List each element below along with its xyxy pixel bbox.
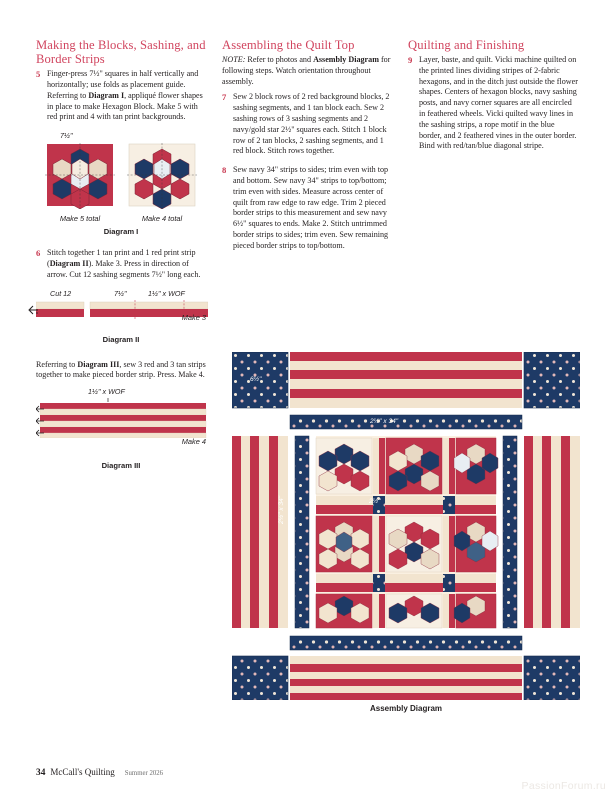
label-side-border-strip: 2½" x 34" xyxy=(278,495,285,524)
diagram-one-size-label: 7½" xyxy=(60,131,73,141)
left-pieced-border xyxy=(232,436,288,628)
press-arrow-icon xyxy=(27,302,39,318)
top-border-row xyxy=(232,352,580,408)
step-number: 9 xyxy=(408,55,413,66)
sashing-row-2 xyxy=(316,574,496,592)
sashing-post xyxy=(443,496,455,514)
hexagon-block-red xyxy=(45,143,115,223)
step-text: Sew navy 34" strips to sides; trim even with top and bottom. Sew navy 34" strips to top/bottom; trim even with sides. Measure across center of quilt from raw edge to raw edge. Trim 2 pieced border strips to this measurement and sew navy 6½" squares to ends. Make 2. Stitch untrimmed border strips to sides; trim even. Sew remaining pieced border strips to top/bottom. xyxy=(233,165,389,250)
inner-border-bottom xyxy=(290,636,522,650)
sashing-post xyxy=(443,574,455,592)
step-number: 5 xyxy=(36,69,41,80)
column-making-blocks xyxy=(36,38,206,470)
diagram-one-caption: Diagram I xyxy=(103,227,139,237)
step-7 xyxy=(222,92,392,157)
make-label-red: Make 5 total xyxy=(59,214,101,224)
footer-magazine-title: McCall's Quilting xyxy=(50,767,115,777)
block-row-3 xyxy=(316,594,496,628)
inner-border-top xyxy=(290,415,522,429)
right-pieced-border xyxy=(524,436,580,628)
sashing-row-1 xyxy=(316,496,496,514)
hexagon-block-tan xyxy=(127,143,197,223)
section-heading-quilting: Quilting and Finishing xyxy=(408,38,525,52)
step-text: Finger-press 7½" squares in half vertically and horizontally; use folds as placement guide. Referring to Diagram I, appliqué flower shapes in place to make Hexagon Block. Make 5 with red print and 4 with tan print backgrounds. xyxy=(47,69,203,122)
step-8 xyxy=(222,165,392,251)
page-footer xyxy=(36,767,163,778)
inner-border-right xyxy=(503,436,517,628)
step-text: Stitch together 1 tan print and 1 red print strip (Diagram II). Make 3. Press in direction of arrow. Cut 12 sashing segments 7½" long each. xyxy=(47,248,201,279)
diagram-three-caption: Diagram III xyxy=(101,461,141,471)
diagram-three-strip-label: 1½" x WOF xyxy=(88,387,125,397)
section-heading-making-blocks: Making the Blocks, Sashing, and Border Strips xyxy=(36,38,206,67)
top-pieced-border xyxy=(290,352,522,408)
bottom-border-row xyxy=(232,656,580,700)
sashing-post xyxy=(373,574,385,592)
step-5 xyxy=(36,69,206,123)
diagram-two xyxy=(36,289,206,344)
assembly-diagram-svg xyxy=(232,352,580,700)
step-9 xyxy=(408,55,578,152)
diagram-three-svg xyxy=(36,398,208,438)
label-sashing-post: 2½" xyxy=(369,498,381,505)
inner-border-left xyxy=(295,436,309,628)
site-watermark: PassionForum.ru xyxy=(521,780,606,792)
diagram-one xyxy=(36,131,206,236)
hexagon-block-tan-svg xyxy=(127,143,197,209)
bottom-pieced-border xyxy=(290,656,522,700)
step-text: Sew 2 block rows of 2 red background blocks, 2 sashing segments, and 1 tan block each. Sew 2 sashing rows of 3 sashing segments and 2 navy/gold star 2½" squares each. Stitch 1 block row of 2 tan blocks, 2 sashing segments, and 1 red block. Stitch rows together. xyxy=(233,92,390,156)
footer-issue: Summer 2026 xyxy=(124,770,164,777)
diagram-two-figure xyxy=(36,288,208,322)
section-heading-assembling: Assembling the Quilt Top xyxy=(222,38,355,52)
step-number: 8 xyxy=(222,165,227,176)
label-corner-square: 6½" xyxy=(250,376,262,383)
label-top-border-strip: 2½" x 34" xyxy=(370,418,399,425)
assembly-note: NOTE: Refer to photos and Assembly Diagram for following steps. Watch orientation throughout assembly. xyxy=(222,55,391,86)
diagram-three-paragraph: Referring to Diagram III, sew 3 red and 3 tan strips together to make pieced border strip. Press. Make 4. xyxy=(36,359,206,380)
step-6 xyxy=(36,248,206,280)
diagram-two-make-label: Make 3 xyxy=(181,312,206,322)
block-row-2 xyxy=(316,516,498,572)
diagram-one-blocks xyxy=(36,143,206,223)
hexagon-block-red-svg xyxy=(45,143,115,209)
step-number: 6 xyxy=(36,248,41,259)
diagram-two-caption: Diagram II xyxy=(102,334,140,344)
diagram-three-make-label: Make 4 xyxy=(181,437,206,447)
step-text: Layer, baste, and quilt. Vicki machine quilted on the printed lines dividing stripes of 2-fabric hexagons, and in the ditch just outside the flower shapes. Centers of hexagon blocks, navy sashing posts, and navy corner squares are all encircled in feathered wheels. Vicki quilted wavy lines in the sashing strips, a rope motif in the blue border, and 2 feathered vines in the outer border. Bind with red/tan/blue diagonal stripe. xyxy=(419,55,578,151)
quilt-center xyxy=(316,436,498,628)
footer-page-number: 34 xyxy=(36,768,46,778)
diagram-two-cut-label: Cut 12 xyxy=(50,288,72,298)
assembly-diagram xyxy=(232,352,580,732)
step-number: 7 xyxy=(222,92,227,103)
diagram-two-strip-label: 1½" x WOF xyxy=(148,288,185,298)
assembly-diagram-caption: Assembly Diagram xyxy=(369,704,443,713)
diagram-two-segment-label: 7½" xyxy=(114,288,127,298)
diagram-three xyxy=(36,387,206,470)
make-label-tan: Make 4 total xyxy=(141,214,183,224)
block-row-1 xyxy=(316,438,498,494)
diagram-three-figure xyxy=(36,387,208,447)
